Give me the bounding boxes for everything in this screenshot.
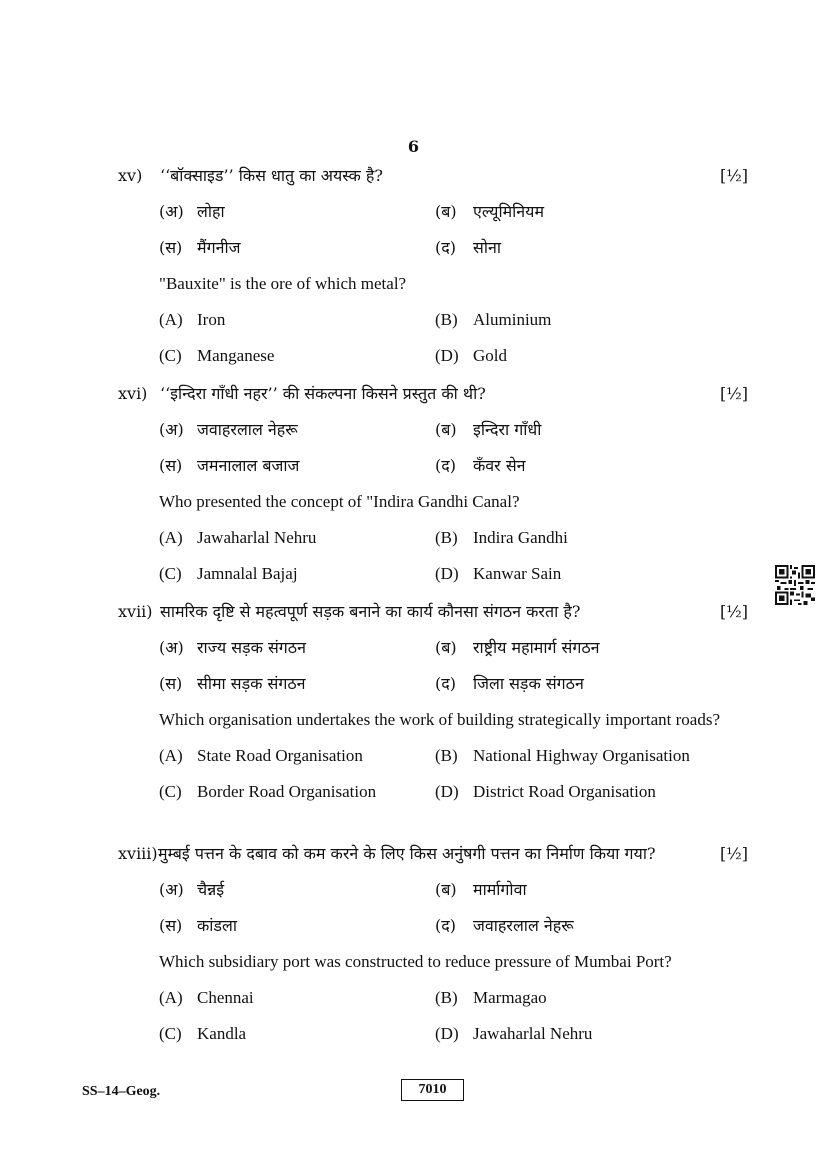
option-hindi-d: (द) जवाहरलाल नेहरू — [435, 916, 574, 935]
question-number: xvii) — [118, 602, 153, 621]
marks: [½] — [720, 844, 748, 863]
option-hindi-a: (अ) जवाहरलाल नेहरू — [159, 420, 298, 439]
option-english-c: (C) Kandla — [159, 1024, 247, 1043]
option-english-c: (C) Manganese — [159, 346, 275, 365]
qr-code-icon — [775, 565, 815, 605]
question-text-english: "Bauxite" is the ore of which metal? — [159, 274, 407, 293]
option-english-d: (D) Jawaharlal Nehru — [435, 1024, 593, 1043]
option-hindi-c: (स) मैंगनीज — [159, 238, 241, 257]
page-number: 6 — [407, 137, 420, 156]
option-hindi-b: (ब) मार्मागोवा — [435, 880, 527, 899]
paper-number-box: 7010 — [401, 1079, 464, 1101]
option-hindi-c: (स) कांडला — [159, 916, 237, 935]
question-text-hindi: ‘‘इन्दिरा गाँधी नहर’’ की संकल्पना किसने प्रस्तुत की थी? — [160, 384, 486, 403]
question-17 — [118, 600, 748, 804]
question-number: xv) — [118, 166, 143, 185]
option-english-d: (D) District Road Organisation — [435, 782, 656, 801]
option-hindi-d: (द) जिला सड़क संगठन — [435, 674, 584, 693]
option-hindi-a: (अ) लोहा — [159, 202, 225, 221]
question-text-hindi: मुम्बई पत्तन के दबाव को कम करने के लिए किस अनुंषगी पत्तन का निर्माण किया गया? — [158, 844, 656, 863]
option-english-b: (B) National Highway Organisation — [435, 746, 690, 765]
option-hindi-b: (ब) इन्दिरा गाँधी — [435, 420, 542, 439]
option-english-a: (A) State Road Organisation — [159, 746, 363, 765]
question-text-english: Which subsidiary port was constructed to reduce pressure of Mumbai Port? — [159, 952, 672, 971]
question-16 — [118, 382, 748, 586]
option-english-b: (B) Indira Gandhi — [435, 528, 568, 547]
option-english-b: (B) Marmagao — [435, 988, 547, 1007]
option-english-d: (D) Kanwar Sain — [435, 564, 562, 583]
option-english-c: (C) Jamnalal Bajaj — [159, 564, 298, 583]
option-english-a: (A) Iron — [159, 310, 226, 329]
option-hindi-d: (द) कँवर सेन — [435, 456, 526, 475]
question-15 — [118, 164, 748, 368]
marks: [½] — [720, 384, 748, 403]
option-hindi-b: (ब) राष्ट्रीय महामार्ग संगठन — [435, 638, 600, 657]
marks: [½] — [720, 166, 748, 185]
option-hindi-c: (स) सीमा सड़क संगठन — [159, 674, 306, 693]
paper-code: SS–14–Geog. — [82, 1084, 161, 1099]
option-english-b: (B) Aluminium — [435, 310, 552, 329]
question-text-hindi: ‘‘बॉक्साइड’’ किस धातु का अयस्क है? — [160, 166, 383, 185]
option-hindi-a: (अ) राज्य सड़क संगठन — [159, 638, 306, 657]
marks: [½] — [720, 602, 748, 621]
option-english-d: (D) Gold — [435, 346, 507, 365]
question-number: xvi) — [118, 384, 148, 403]
option-hindi-c: (स) जमनालाल बजाज — [159, 456, 300, 475]
question-18 — [118, 842, 748, 1046]
option-english-c: (C) Border Road Organisation — [159, 782, 377, 801]
question-number: xviii) — [118, 844, 158, 863]
question-text-english: Who presented the concept of "Indira Gandhi Canal? — [159, 492, 520, 511]
question-text-english: Which organisation undertakes the work of building strategically important roads? — [159, 710, 721, 729]
question-text-hindi: सामरिक दृष्टि से महत्वपूर्ण सड़क बनाने का कार्य कौनसा संगठन करता है? — [160, 602, 581, 621]
option-hindi-a: (अ) चैन्नई — [159, 880, 225, 899]
option-hindi-d: (द) सोना — [435, 238, 501, 257]
option-english-a: (A) Jawaharlal Nehru — [159, 528, 317, 547]
option-hindi-b: (ब) एल्यूमिनियम — [435, 202, 545, 221]
option-english-a: (A) Chennai — [159, 988, 254, 1007]
